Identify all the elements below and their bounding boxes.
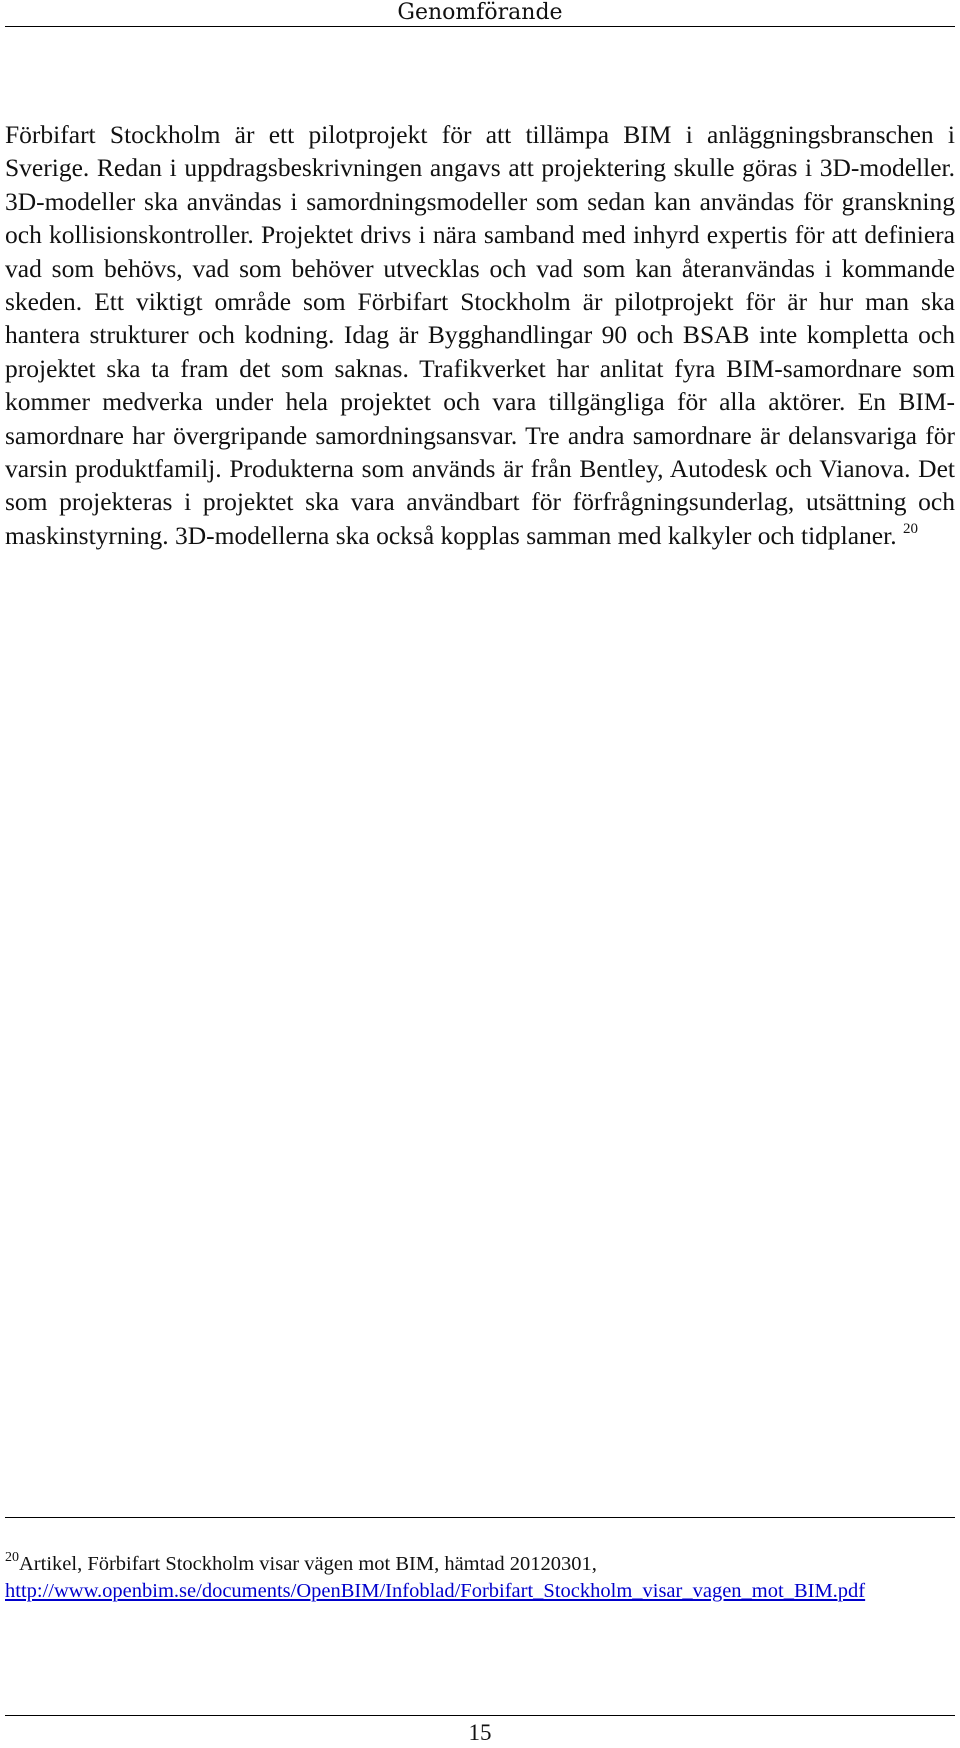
page-header xyxy=(5,0,955,27)
footnote xyxy=(5,1551,957,1605)
footnote-separator xyxy=(5,1517,955,1518)
body-paragraph xyxy=(5,118,955,552)
paragraph-text: Förbifart Stockholm är ett pilotprojekt för att tillämpa BIM i anläggningsbranschen i Sverige. Redan i uppdragsbeskrivningen angavs att projektering skulle göras i 3D-modeller. 3D-modeller ska användas i samordningsmodeller som sedan kan användas för granskning och kollisionskontroller. Projektet drivs i nära samband med inhyrd expertis för att definiera vad som behövs, vad som behöver utvecklas och vad som kan återanvändas i kommande skeden. Ett viktigt område som Förbifart Stockholm är pilotprojekt för är hur man ska hantera strukturer och kodning. Idag är Bygghandlingar 90 och BSAB inte kompletta och projektet ska ta fram det som saknas. Trafikverket har anlitat fyra BIM-samordnare som kommer medverka under hela projektet och vara tillgängliga för alla aktörer. En BIM-samordnare har övergripande samordningsansvar. Tre andra samordnare är delansvariga för varsin produktfamilj. Produkterna som används är från Bentley, Autodesk och Vianova. Det som projekteras i projektet ska vara användbart för förfrågningsunderlag, utsättning och maskinstyrning. 3D-modellerna ska också kopplas samman med kalkyler och tidplaner. xyxy=(5,120,955,550)
footnote-link[interactable]: http://www.openbim.se/documents/OpenBIM/Infoblad/Forbifart_Stockholm_visar_vagen_mot_BIM.pdf xyxy=(5,1580,866,1602)
footnote-text: Artikel, Förbifart Stockholm visar vägen mot BIM, hämtad 20120301, xyxy=(19,1553,597,1575)
footnote-number: 20 xyxy=(5,1550,19,1565)
page-number: 15 xyxy=(468,1720,492,1745)
footnote-reference[interactable]: 20 xyxy=(902,520,918,537)
header-title: Genomförande xyxy=(397,0,563,25)
footer-separator xyxy=(5,1715,955,1716)
